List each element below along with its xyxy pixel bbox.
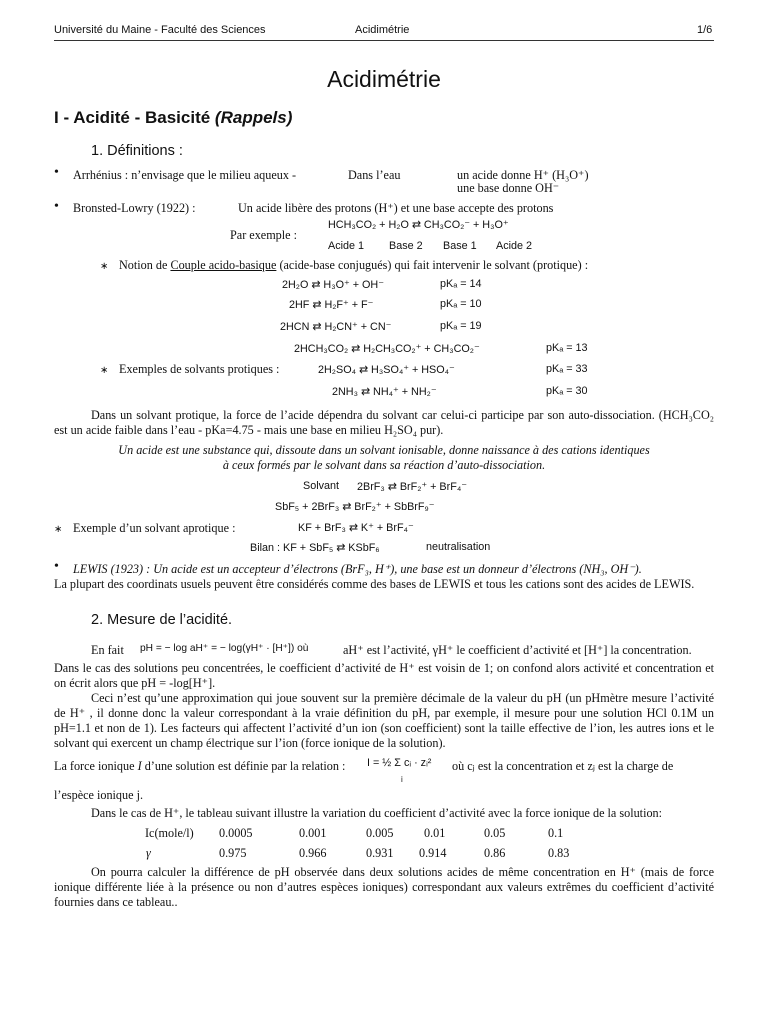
table-intro: Dans le cas de H⁺, le tableau suivant illustre la variation du coefficient d’activité avec la force ionique de la solution: bbox=[91, 806, 663, 820]
table-cell: 0.01 bbox=[424, 826, 446, 840]
subheading-definitions: 1. Définitions : bbox=[91, 143, 183, 159]
definition-line-2: à ceux formés par le solvant dans sa réaction d’auto-dissociation. bbox=[222, 458, 546, 472]
protic-label: Exemples de solvants protiques : bbox=[119, 362, 280, 376]
ionic-b: d’une solution est définie par la relation : bbox=[144, 759, 346, 773]
bilan-equation: Bilan : KF + SbF₅ ⇄ KSbF₆ bbox=[250, 542, 380, 554]
solvant-label: Solvant bbox=[303, 480, 340, 492]
equation-role-label: Acide 1 bbox=[328, 240, 365, 252]
table-cell: 0.05 bbox=[484, 826, 506, 840]
equation: 2H₂O ⇄ H₃O⁺ + OH⁻ bbox=[282, 279, 384, 291]
sum-index: i bbox=[401, 775, 403, 784]
section-heading-text: I - Acidité - Basicité bbox=[54, 108, 211, 127]
pka-value: pKₐ = 10 bbox=[440, 298, 482, 310]
section-heading-italic: (Rappels) bbox=[214, 108, 293, 127]
table-cell: 0.975 bbox=[219, 846, 247, 860]
pka-value: pKₐ = 33 bbox=[546, 363, 588, 375]
table-cell: 0.001 bbox=[299, 826, 327, 840]
bullet-icon: • bbox=[54, 559, 59, 574]
equation-role-label: Base 1 bbox=[443, 240, 477, 252]
equation: KF + BrF₃ ⇄ K⁺ + BrF₄⁻ bbox=[298, 522, 414, 534]
table-cell: 0.0005 bbox=[219, 826, 253, 840]
ph-definition: aH⁺ est l’activité, γH⁺ le coefficient d’activité et [H⁺] la concentration. bbox=[343, 643, 692, 657]
ionic-c: où cⱼ est la concentration et zⱼ est la charge de bbox=[452, 759, 674, 773]
bronsted-text: Un acide libère des protons (H⁺) et une base accepte des protons bbox=[238, 201, 554, 215]
bronsted-label: Bronsted-Lowry (1922) : bbox=[73, 201, 196, 215]
equation: 2H₂SO₄ ⇄ H₃SO₄⁺ + HSO₄⁻ bbox=[318, 364, 455, 376]
header-left: Université du Maine - Faculté des Sciences bbox=[54, 24, 266, 36]
section-heading bbox=[54, 108, 292, 128]
pka-value: pKₐ = 14 bbox=[440, 278, 482, 290]
paragraph-approximation: Ceci n’est qu’une approximation qui joue souvent sur la première décimale de la valeur du pH (un pHmètre mesure l’activité de H⁺ , il donne donc la valeur correspondant à la vraie définition du pH, par exemple, il mesure pour une solution HCl 0.1M un pH=1.1 et non de 1). Les facteurs qui affectent l’activité d’un ion (son coefficient) sont la taille effective de l’ion, les autres ions et le solvant qui exercent un champ électrique sur l’ion (force ionique de la solution). bbox=[54, 691, 714, 750]
ph-formula: pH = − log aH⁺ = − log(γH⁺ · [H⁺]) où bbox=[140, 643, 309, 654]
equation: 2HF ⇄ H₂F⁺ + F⁻ bbox=[289, 299, 374, 311]
star-bullet-icon: ∗ bbox=[54, 524, 63, 535]
aprotic-label: Exemple d’un solvant aprotique : bbox=[73, 521, 236, 535]
equation: 2BrF₃ ⇄ BrF₂⁺ + BrF₄⁻ bbox=[357, 481, 467, 493]
bronsted-equation: HCH₃CO₂ + H₂O ⇄ CH₃CO₂⁻ + H₃O⁺ bbox=[328, 219, 509, 231]
star-bullet-icon: ∗ bbox=[100, 261, 109, 272]
table-row-label: Ic(mole/l) bbox=[145, 826, 194, 840]
ionic-a: La force ionique bbox=[54, 759, 135, 773]
table-cell: 0.914 bbox=[419, 846, 447, 860]
pka-value: pKₐ = 30 bbox=[546, 385, 588, 397]
table-cell: 0.86 bbox=[484, 846, 506, 860]
table-row-label: γ bbox=[146, 846, 151, 860]
paragraph-dilute: Dans le cas des solutions peu concentrées, le coefficient d’activité de H⁺ est voisin de 1; on confond alors activité et concentration et on écrit alors que pH = -log[H⁺]. bbox=[54, 661, 714, 690]
arrhenius-label: Arrhénius : n’envisage que le milieu aqueux - bbox=[73, 168, 297, 182]
arrhenius-base: une base donne OH⁻ bbox=[457, 181, 560, 195]
ionic-d: l’espèce ionique j. bbox=[54, 788, 144, 802]
bullet-icon: • bbox=[54, 199, 59, 214]
couple-line bbox=[119, 258, 588, 273]
equation: 2NH₃ ⇄ NH₄⁺ + NH₂⁻ bbox=[332, 386, 437, 398]
lewis-paragraph: La plupart des coordinats usuels peuvent être considérés comme des bases de LEWIS et tous les cations sont des acides de LEWIS. bbox=[54, 577, 695, 591]
ionic-formula: I = ½ Σ cᵢ · zᵢ² bbox=[367, 757, 432, 769]
definition-line-1: Un acide est une substance qui, dissoute dans un solvant ionisable, donne naissance à des cations identiques bbox=[118, 443, 650, 457]
pka-value: pKₐ = 19 bbox=[440, 320, 482, 332]
header-page-number: 1/6 bbox=[697, 24, 713, 36]
table-cell: 0.966 bbox=[299, 846, 327, 860]
page-title: Acidimétrie bbox=[327, 66, 441, 92]
couple-prefix: Notion de bbox=[119, 258, 171, 272]
ionic-symbol: I bbox=[137, 759, 142, 773]
table-cell: 0.005 bbox=[366, 826, 394, 840]
lewis-definition: LEWIS (1923) : Un acide est un accepteur d’électrons (BrF₃, H⁺), une base est un donneur d’électrons (NH₃, OH⁻). bbox=[73, 562, 642, 576]
neutralisation-label: neutralisation bbox=[426, 541, 491, 553]
ionic-strength-line bbox=[54, 759, 345, 774]
subheading-mesure: 2. Mesure de l’acidité. bbox=[91, 612, 233, 628]
arrhenius-acid: un acide donne H⁺ (H₃O⁺) bbox=[457, 168, 589, 182]
table-cell: 0.1 bbox=[548, 826, 564, 840]
star-bullet-icon: ∗ bbox=[100, 365, 109, 376]
equation: SbF₅ + 2BrF₃ ⇄ BrF₂⁺ + SbBrF₉⁻ bbox=[275, 501, 435, 513]
arrhenius-middle: Dans l’eau bbox=[348, 168, 401, 182]
equation-role-label: Base 2 bbox=[389, 240, 423, 252]
equation: 2HCH₃CO₂ ⇄ H₂CH₃CO₂⁺ + CH₃CO₂⁻ bbox=[294, 343, 480, 355]
ph-intro: En fait bbox=[91, 643, 124, 657]
table-cell: 0.931 bbox=[366, 846, 394, 860]
table-cell: 0.83 bbox=[548, 846, 570, 860]
paragraph-protic-solvent: Dans un solvant protique, la force de l’acide dépendra du solvant car celui-ci participe par son auto-dissociation. (HCH₃CO₂ est un acide faible dans l’eau - pKa=4.75 - mais une base en milieu H₂SO₄ pur). bbox=[54, 408, 714, 437]
pka-value: pKₐ = 13 bbox=[546, 342, 588, 354]
header-center: Acidimétrie bbox=[355, 24, 410, 36]
par-exemple: Par exemple : bbox=[230, 228, 298, 242]
couple-suffix: (acide-base conjugués) qui fait intervenir le solvant (protique) : bbox=[276, 258, 589, 272]
equation: 2HCN ⇄ H₂CN⁺ + CN⁻ bbox=[280, 321, 392, 333]
equation-role-label: Acide 2 bbox=[496, 240, 533, 252]
paragraph-final: On pourra calculer la différence de pH observée dans deux solutions acides de même concentration en H⁺ (mais de force ionique différente liée à la présence ou non d’autres espèces ioniques) correspondant aux valeurs extrêmes du coefficient d’activité fournies dans ce tableau.. bbox=[54, 865, 714, 909]
bullet-icon: • bbox=[54, 165, 59, 180]
header-rule bbox=[54, 40, 714, 41]
couple-underlined: Couple acido-basique bbox=[170, 258, 277, 272]
